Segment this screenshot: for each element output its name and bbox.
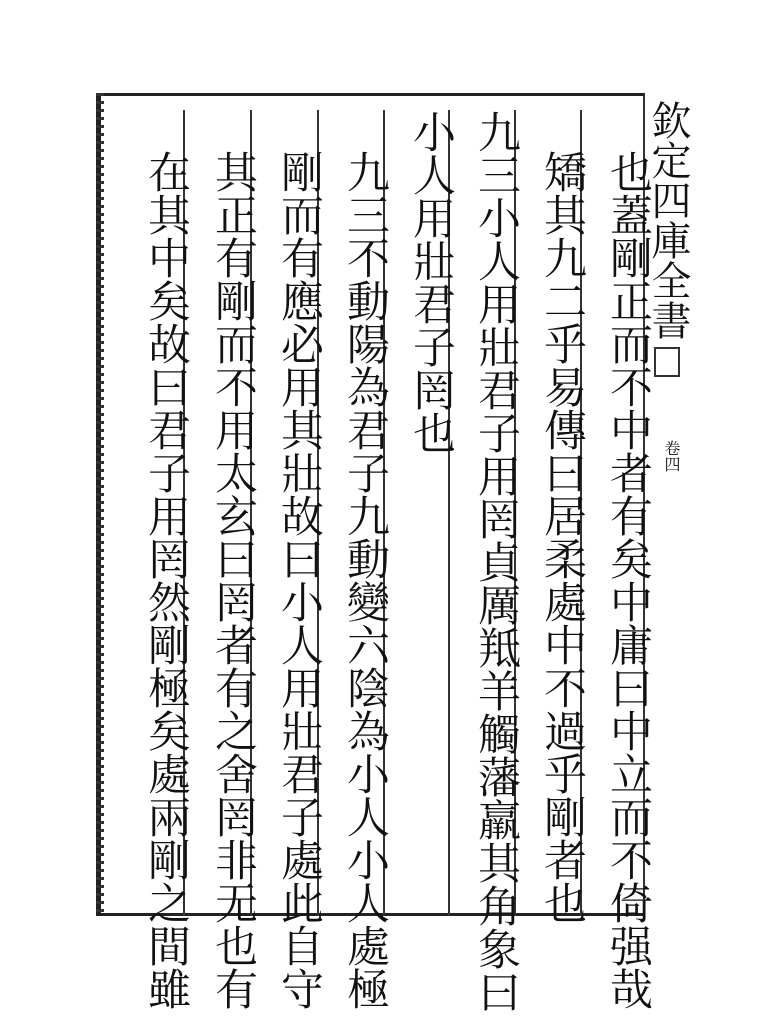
text-column-8: 在其中矣故曰君子用罔然剛極矣處兩剛之間雖 xyxy=(141,150,191,1010)
text-column-4: 小人用壯君子罔也 xyxy=(406,110,456,454)
text-column-2: 矯其九二乎易傳曰居柔處中不過乎剛者也 xyxy=(537,150,587,924)
binding-edge xyxy=(96,93,104,916)
text-column-5: 九三不動陽為君子九動變六陰為小人小人處極 xyxy=(340,150,390,1010)
juan-number: 卷四 xyxy=(662,440,681,472)
text-column-7: 其正有剛而不用太玄曰罔者有之舍罔非无也有 xyxy=(208,150,258,1010)
fishtail-mark xyxy=(648,343,686,383)
text-column-1: 也蓋剛正而不中者有矣中庸曰中立而不倚强哉 xyxy=(603,150,653,1010)
book-title: 欽定四庫全書 xyxy=(645,100,691,340)
text-column-6: 剛而有應必用其壯故曰小人用壯君子處此自守 xyxy=(274,150,324,1010)
text-column-3: 九三小人用壯君子用罔貞厲羝羊觸藩羸其角象曰 xyxy=(471,110,521,1013)
